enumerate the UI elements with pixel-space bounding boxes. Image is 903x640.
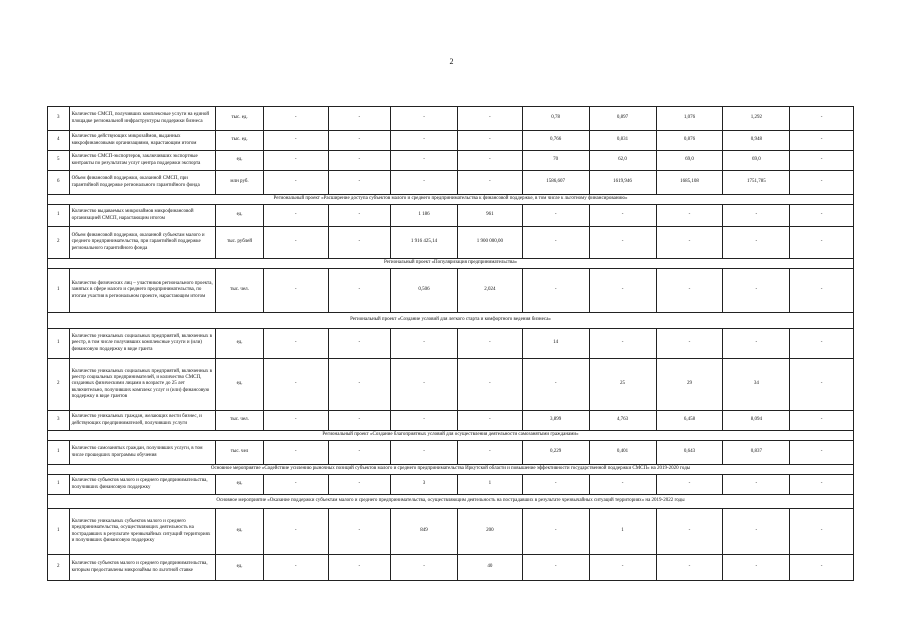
value-cell: - [263,509,328,555]
value-cell: 1,076 [656,107,723,131]
value-cell: - [790,107,854,131]
unit-cell: тыс. ед. [216,131,263,151]
value-cell: - [457,171,522,195]
unit-cell: тыс. ед. [216,107,263,131]
value-cell: - [328,509,391,555]
value-cell: 0,897 [589,107,656,131]
value-cell: 70 [522,151,589,171]
indicator-name-cell: Объем финансовой поддержки, оказанной субъектам малого и среднего предпринимательства, при гарантийной поддержке регионального гарантийного фонда [69,227,216,259]
value-cell: - [589,475,656,495]
value-cell: 1,292 [723,107,790,131]
value-cell: 0,506 [391,269,458,313]
table-row [48,227,854,259]
value-cell: 1685,108 [656,171,723,195]
value-cell: - [263,171,328,195]
value-cell: - [263,131,328,151]
section-title: Региональный проект «Создание благоприятных условий для осуществления деятельности самозанятыми гражданами» [48,431,854,441]
indicator-name-cell: Количество СМСП, получивших комплексные услуги на единой площадке региональной инфраструктуры поддержки бизнеса [69,107,216,131]
value-cell: - [522,269,589,313]
value-cell: - [723,269,790,313]
indicator-name-cell: Количество уникальных субъектов малого и среднего предпринимательства, осуществляющих деятельность на пострадавших в результате чрезвычайных ситуаций территориях и получивших финансовую поддержку [69,509,216,555]
unit-cell: тыс. чел [216,441,263,465]
value-cell: - [723,329,790,359]
value-cell: 6,458 [656,411,723,431]
table-row [48,205,854,227]
indicator-name-cell: Количество субъектов малого и среднего предпринимательства, которым предоставлены микрозаймы по льготной ставке [69,555,216,581]
value-cell: - [457,441,522,465]
row-number-cell: 4 [48,131,70,151]
value-cell: - [790,509,854,555]
row-number-cell: 2 [48,555,70,581]
value-cell: - [328,329,391,359]
value-cell: 3 [391,475,458,495]
unit-cell: ед. [216,329,263,359]
table-row [48,555,854,581]
value-cell: 0,643 [656,441,723,465]
value-cell: - [723,475,790,495]
value-cell: - [522,475,589,495]
section-header-row [48,495,854,509]
value-cell: 0,837 [723,441,790,465]
indicator-table [47,106,854,581]
value-cell: 0,229 [522,441,589,465]
indicator-name-cell: Объем финансовой поддержки, оказанной СМСП, при гарантийной поддержке регионального гарантийного фонда [69,171,216,195]
value-cell: 0,766 [522,131,589,151]
value-cell: 0,876 [656,131,723,151]
value-cell: - [391,131,458,151]
value-cell: - [328,171,391,195]
row-number-cell: 1 [48,509,70,555]
value-cell: - [263,151,328,171]
unit-cell: млн руб. [216,171,263,195]
row-number-cell: 1 [48,205,70,227]
value-cell: - [790,171,854,195]
value-cell: 3,899 [522,411,589,431]
value-cell: - [263,475,328,495]
value-cell: - [391,151,458,171]
section-title: Региональный проект «Расширение доступа субъектов малого и среднего предпринимательства к финансовой поддержке, в том числе к льготному финансированию» [48,195,854,205]
value-cell: - [656,205,723,227]
indicator-name-cell: Количество выдаваемых микрозаймов микрофинансовой организацией СМСП, нарастающим итогом [69,205,216,227]
value-cell: - [391,329,458,359]
value-cell: - [790,205,854,227]
value-cell: - [656,555,723,581]
value-cell: - [723,555,790,581]
value-cell: 0,831 [589,131,656,151]
value-cell: - [328,411,391,431]
unit-cell: ед. [216,555,263,581]
value-cell: - [391,441,458,465]
value-cell: - [263,205,328,227]
table-row [48,475,854,495]
value-cell: - [522,227,589,259]
value-cell: 69,0 [723,151,790,171]
value-cell: 1 900 000,00 [457,227,522,259]
indicator-name-cell: Количество уникальных социальных предприятий, включенных в реестр социальных предпринимателей, и количество СМСП, созданных физическими лицами в возрасте до 25 лет включительно, получивших комплекс услуг и (или) финансовую поддержку в виде грантов [69,359,216,411]
value-cell: - [263,555,328,581]
table-row [48,269,854,313]
value-cell: - [790,359,854,411]
value-cell: - [790,329,854,359]
unit-cell: тыс. рублей [216,227,263,259]
value-cell: - [328,151,391,171]
value-cell: - [522,359,589,411]
value-cell: 1586,607 [522,171,589,195]
value-cell: 1 [589,509,656,555]
unit-cell: ед. [216,475,263,495]
value-cell: - [391,107,458,131]
value-cell: 849 [391,509,458,555]
table-row [48,441,854,465]
value-cell: 1619,946 [589,171,656,195]
value-cell: - [790,131,854,151]
value-cell: 0,401 [589,441,656,465]
table-row [48,171,854,195]
value-cell: - [391,359,458,411]
value-cell: - [328,555,391,581]
value-cell: - [457,107,522,131]
indicator-name-cell: Количество субъектов малого и среднего предпринимательства, получивших финансовую поддержку [69,475,216,495]
value-cell: 29 [656,359,723,411]
table-row [48,509,854,555]
unit-cell: ед. [216,151,263,171]
table-row [48,107,854,131]
value-cell: - [263,107,328,131]
value-cell: - [589,329,656,359]
unit-cell: ед. [216,205,263,227]
indicator-name-cell: Количество уникальных граждан, желающих вести бизнес, и действующих предпринимателей, получивших услуги [69,411,216,431]
value-cell: - [263,411,328,431]
value-cell: 0,78 [522,107,589,131]
section-title: Основное мероприятие «Содействие усилению рыночных позиций субъектов малого и среднего предпринимательства Иркутской области и повышение эффективности государственной поддержки СМСП» на 2019-2020 годы [48,465,854,475]
value-cell: 14 [522,329,589,359]
value-cell: - [328,269,391,313]
indicator-name-cell: Количество самозанятых граждан, получивших услуги, в том числе прошедших программы обучения [69,441,216,465]
indicator-name-cell: Количество уникальных социальных предприятий, включенных в реестр, в том числе получивших комплексные услуги и (или) финансовую поддержку в виде гранта [69,329,216,359]
value-cell: 25 [589,359,656,411]
value-cell: - [328,107,391,131]
value-cell: - [790,441,854,465]
value-cell: - [328,227,391,259]
row-number-cell: 2 [48,227,70,259]
value-cell: - [656,475,723,495]
value-cell: - [790,151,854,171]
row-number-cell: 1 [48,475,70,495]
value-cell: 1 186 [391,205,458,227]
row-number-cell: 1 [48,441,70,465]
value-cell: - [457,151,522,171]
section-title: Основное мероприятие «Оказание поддержки субъектам малого и среднего предпринимательства, осуществляющим деятельность на пострадавших в результате чрезвычайных ситуаций территориях» на 2019-2022 годы [48,495,854,509]
row-number-cell: 6 [48,171,70,195]
value-cell: - [263,359,328,411]
value-cell: - [790,555,854,581]
table-row [48,131,854,151]
value-cell: 62,0 [589,151,656,171]
row-number-cell: 5 [48,151,70,171]
value-cell: - [263,227,328,259]
indicator-name-cell: Количество СМСП-экспортеров, заключивших экспортные контракты по результатам услуг центра поддержки экспорта [69,151,216,171]
value-cell: 0,948 [723,131,790,151]
section-header-row [48,259,854,269]
value-cell: - [391,171,458,195]
value-cell: - [328,131,391,151]
row-number-cell: 1 [48,269,70,313]
value-cell: - [790,411,854,431]
value-cell: - [522,205,589,227]
value-cell: - [723,509,790,555]
table-row [48,329,854,359]
value-cell: - [457,411,522,431]
value-cell: 1 [457,475,522,495]
value-cell: 40 [457,555,522,581]
section-title: Региональный проект «Популяризация предпринимательства» [48,259,854,269]
indicator-name-cell: Количество физических лиц – участников регионального проекта, занятых в сфере малого и среднего предпринимательства, по итогам участия в региональном проекте, нарастающим итогом [69,269,216,313]
page-number: 2 [449,57,454,66]
value-cell: - [391,555,458,581]
value-cell: - [522,509,589,555]
value-cell: - [589,555,656,581]
table-row [48,359,854,411]
value-cell: - [589,269,656,313]
value-cell: 4,763 [589,411,656,431]
value-cell: - [457,131,522,151]
value-cell: - [656,329,723,359]
value-cell: - [790,227,854,259]
value-cell: 8,094 [723,411,790,431]
table-row [48,411,854,431]
value-cell: - [656,227,723,259]
value-cell: - [263,269,328,313]
value-cell: - [263,441,328,465]
value-cell: - [328,475,391,495]
value-cell: - [263,329,328,359]
section-title: Региональный проект «Создание условий для легкого старта и комфортного ведения бизнеса» [48,313,854,329]
value-cell: 1 916 425,14 [391,227,458,259]
value-cell: 2,024 [457,269,522,313]
value-cell: - [328,205,391,227]
value-cell: - [589,205,656,227]
table-row [48,151,854,171]
value-cell: - [391,411,458,431]
section-header-row [48,431,854,441]
value-cell: 69,0 [656,151,723,171]
value-cell: - [656,509,723,555]
unit-cell: ед. [216,509,263,555]
value-cell: - [723,205,790,227]
unit-cell: тыс. чел. [216,269,263,313]
section-header-row [48,195,854,205]
value-cell: - [522,555,589,581]
indicator-name-cell: Количество действующих микрозаймов, выданных микрофинансовыми организациями, нарастающим итогом [69,131,216,151]
value-cell: - [723,227,790,259]
value-cell: - [328,359,391,411]
value-cell: - [589,227,656,259]
value-cell: 961 [457,205,522,227]
value-cell: - [656,269,723,313]
row-number-cell: 1 [48,329,70,359]
row-number-cell: 2 [48,359,70,411]
value-cell: 1751,785 [723,171,790,195]
value-cell: - [457,359,522,411]
value-cell: - [457,329,522,359]
row-number-cell: 3 [48,107,70,131]
value-cell: - [790,475,854,495]
value-cell: 34 [723,359,790,411]
value-cell: - [790,269,854,313]
section-header-row [48,465,854,475]
value-cell: 200 [457,509,522,555]
section-header-row [48,313,854,329]
unit-cell: тыс. чел. [216,411,263,431]
value-cell: - [328,441,391,465]
row-number-cell: 3 [48,411,70,431]
unit-cell: ед. [216,359,263,411]
